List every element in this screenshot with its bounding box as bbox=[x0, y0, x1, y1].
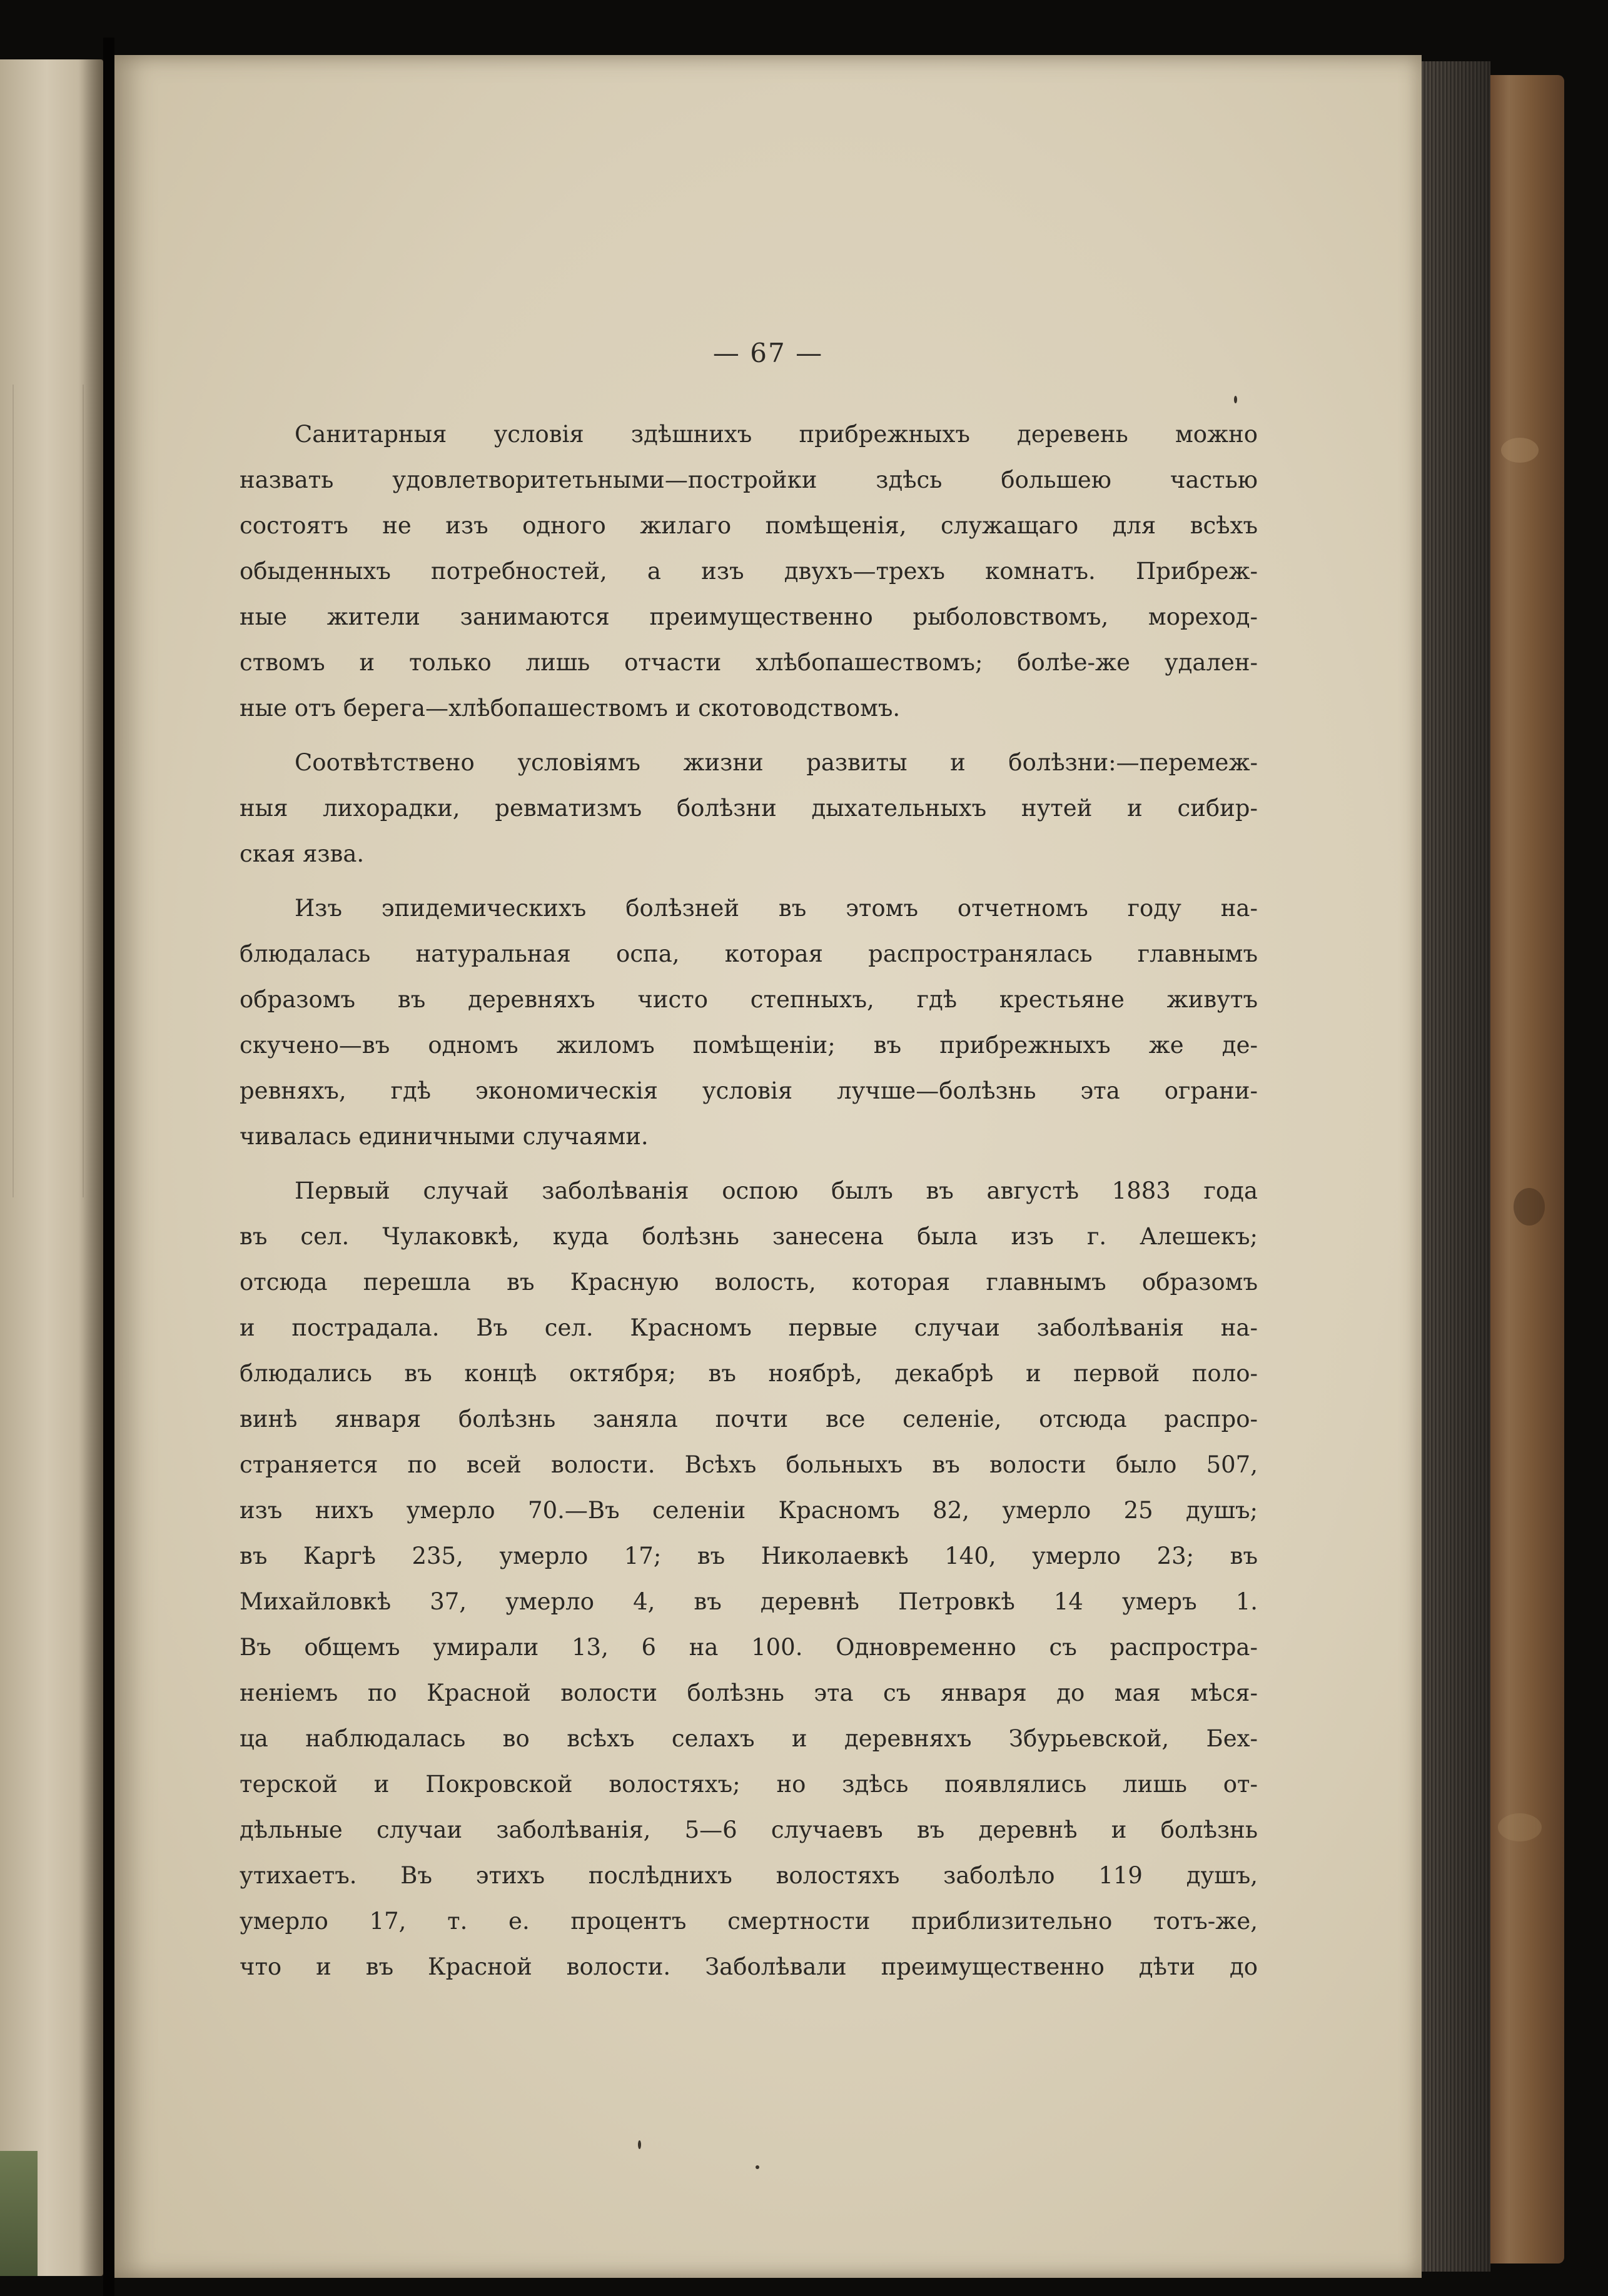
text-line: утихаетъ. Въ этихъ послѣднихъ волостяхъ заболѣло 119 душъ, bbox=[240, 1862, 1258, 1889]
book-page bbox=[114, 55, 1422, 2278]
text-line: чивалась единичными случаями. bbox=[240, 1123, 649, 1150]
text-line: отсюда перешла въ Красную волость, которая главнымъ образомъ bbox=[240, 1269, 1258, 1296]
text-line: назвать удовлетворитетьными—постройки здѣсь большею частью bbox=[240, 466, 1258, 493]
text-line: умерло 17, т. е. процентъ смертности приблизительно тотъ-же, bbox=[240, 1908, 1258, 1935]
text-line: терской и Покровской волостяхъ; но здѣсь появлялись лишь от- bbox=[240, 1771, 1258, 1798]
text-line: страняется по всей волости. Всѣхъ больныхъ въ волости было 507, bbox=[240, 1451, 1258, 1478]
page-number: — 67 — bbox=[712, 338, 824, 368]
paper-speck bbox=[756, 2165, 759, 2169]
text-line: Изъ эпидемическихъ болѣзней въ этомъ отчетномъ году на- bbox=[295, 895, 1258, 922]
paper-speck bbox=[638, 2140, 641, 2149]
text-line: винѣ января болѣзнь заняла почти все селеніе, отсюда распро- bbox=[240, 1406, 1258, 1432]
paper-speck bbox=[1234, 396, 1237, 403]
text-line: и пострадала. Въ сел. Красномъ первые случаи заболѣванія на- bbox=[240, 1314, 1258, 1341]
text-line: ные отъ берега—хлѣбопашествомъ и скотоводствомъ. bbox=[240, 695, 901, 722]
text-line: ные жители занимаются преимущественно рыболовствомъ, мореход- bbox=[240, 603, 1258, 630]
left-facing-page bbox=[0, 59, 103, 2276]
text-line: ца наблюдалась во всѣхъ селахъ и деревняхъ Збурьевской, Бех- bbox=[240, 1725, 1258, 1752]
paragraph bbox=[240, 411, 1258, 731]
binding-cloth bbox=[0, 2151, 38, 2276]
left-page-faint-table bbox=[13, 385, 84, 1197]
text-line: блюдалась натуральная оспа, которая распространялась главнымъ bbox=[240, 940, 1258, 967]
text-line: неніемъ по Красной волости болѣзнь эта съ января до мая мѣся- bbox=[240, 1679, 1258, 1706]
text-line: обыденныхъ потребностей, а изъ двухъ—трехъ комнатъ. Прибреж- bbox=[240, 558, 1258, 585]
paragraph bbox=[240, 1168, 1258, 1990]
paragraph bbox=[240, 885, 1258, 1159]
text-line: ревняхъ, гдѣ экономическія условія лучше—болѣзнь эта ограни- bbox=[240, 1077, 1258, 1104]
text-line: блюдались въ концѣ октября; въ ноябрѣ, декабрѣ и первой поло- bbox=[240, 1360, 1258, 1387]
text-line: Михайловкѣ 37, умерло 4, въ деревнѣ Петровкѣ 14 умеръ 1. bbox=[240, 1588, 1258, 1615]
book-cover-board bbox=[1490, 75, 1564, 2263]
text-line: состоятъ не изъ одного жилаго помѣщенія, служащаго для всѣхъ bbox=[240, 512, 1258, 539]
text-line: въ сел. Чулаковкѣ, куда болѣзнь занесена была изъ г. Алешекъ; bbox=[240, 1223, 1258, 1250]
text-line: ская язва. bbox=[240, 840, 365, 867]
spine-shadow bbox=[78, 59, 103, 2276]
text-line: Въ общемъ умирали 13, 6 на 100. Одновременно съ распростра- bbox=[240, 1634, 1258, 1661]
page-body bbox=[240, 411, 1258, 1990]
text-line: изъ нихъ умерло 70.—Въ селеніи Красномъ 82, умерло 25 душъ; bbox=[240, 1497, 1258, 1524]
text-line: ныя лихорадки, ревматизмъ болѣзни дыхательныхъ нутей и сибир- bbox=[240, 795, 1258, 822]
text-line: Соотвѣтствено условіямъ жизни развиты и болѣзни:—перемеж- bbox=[295, 749, 1258, 776]
text-line: Первый случай заболѣванія оспою былъ въ августѣ 1883 года bbox=[295, 1177, 1258, 1204]
text-line: въ Каргѣ 235, умерло 17; въ Николаевкѣ 140, умерло 23; въ bbox=[240, 1543, 1258, 1569]
text-line: дѣльные случаи заболѣванія, 5—6 случаевъ въ деревнѣ и болѣзнь bbox=[240, 1816, 1258, 1843]
text-line: Санитарныя условія здѣшнихъ прибрежныхъ деревень можно bbox=[295, 421, 1258, 448]
text-line: ствомъ и только лишь отчасти хлѣбопашествомъ; болѣе-же удален- bbox=[240, 649, 1258, 676]
paragraph bbox=[240, 740, 1258, 877]
text-line: образомъ въ деревняхъ чисто степныхъ, гдѣ крестьяне живутъ bbox=[240, 986, 1258, 1013]
book-gutter bbox=[103, 38, 114, 2296]
text-line: скучено—въ одномъ жиломъ помѣщеніи; въ прибрежныхъ же де- bbox=[240, 1032, 1258, 1059]
text-line: что и въ Красной волости. Заболѣвали преимущественно дѣти до bbox=[240, 1953, 1258, 1980]
